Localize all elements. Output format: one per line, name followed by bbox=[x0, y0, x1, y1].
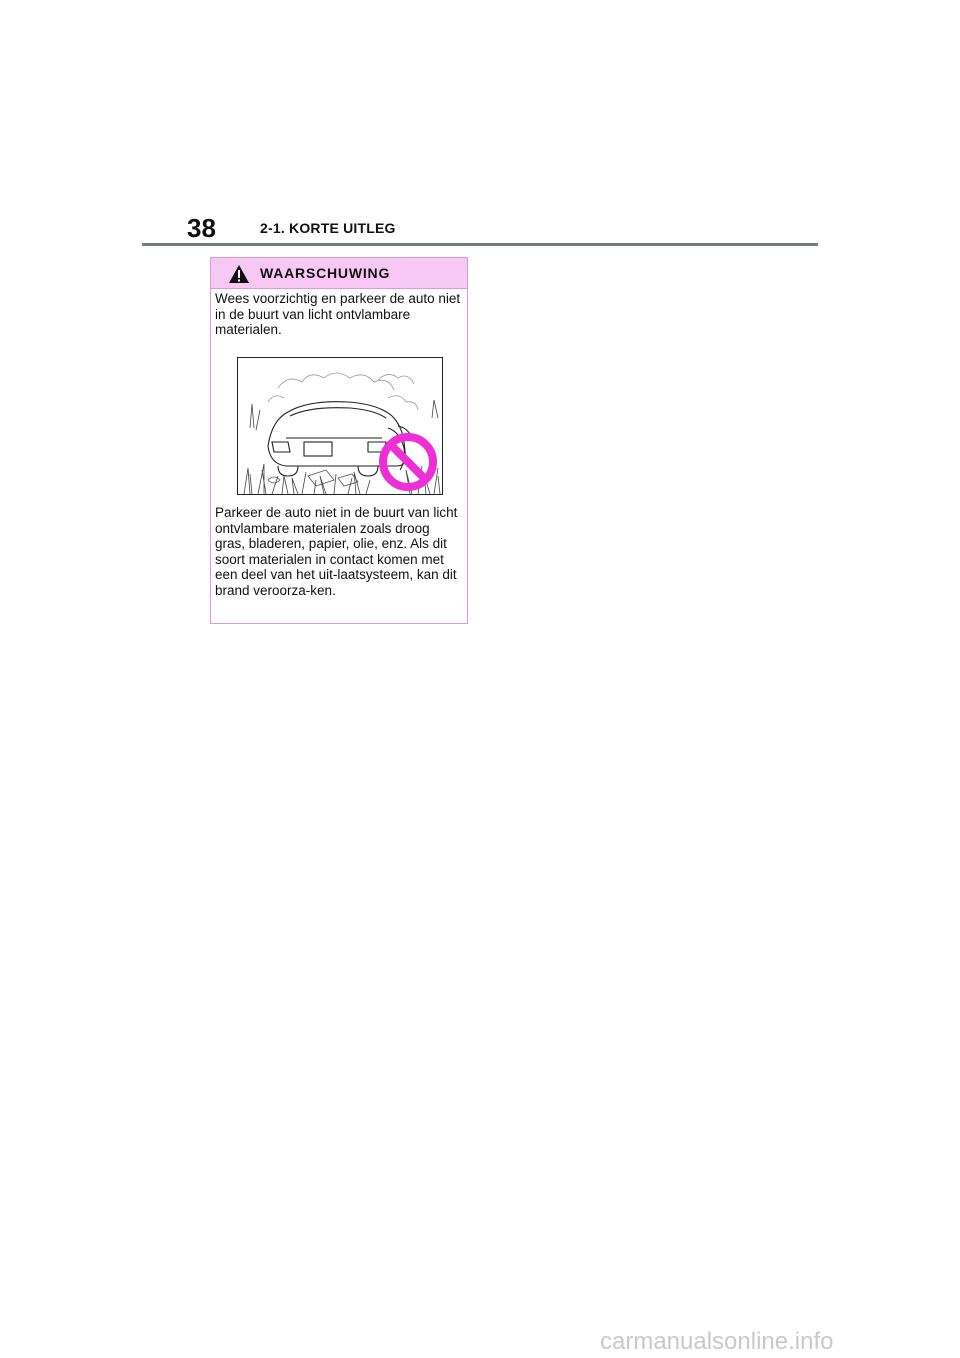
car-in-dry-grass-illustration bbox=[237, 357, 443, 495]
warning-triangle-icon bbox=[228, 264, 250, 284]
watermark: carmanualsonline.info bbox=[600, 1328, 834, 1355]
warning-header bbox=[211, 258, 467, 289]
page-number: 38 bbox=[187, 213, 216, 243]
warning-intro-text: Wees voorzichtig en parkeer de auto niet in de buurt van licht ontvlambare materialen. bbox=[215, 291, 461, 337]
warning-box bbox=[210, 257, 468, 624]
header-rule bbox=[142, 243, 818, 246]
warning-title: WAARSCHUWING bbox=[260, 265, 391, 281]
warning-body-text: Parkeer de auto niet in de buurt van licht ontvlambare materialen zoals droog gras, bladeren, papier, olie, enz. Als dit soort materialen in contact komen met een deel van het uit-laatsysteem, kan dit brand veroorza-ken. bbox=[215, 505, 458, 598]
section-title: 2-1. KORTE UITLEG bbox=[260, 220, 396, 236]
